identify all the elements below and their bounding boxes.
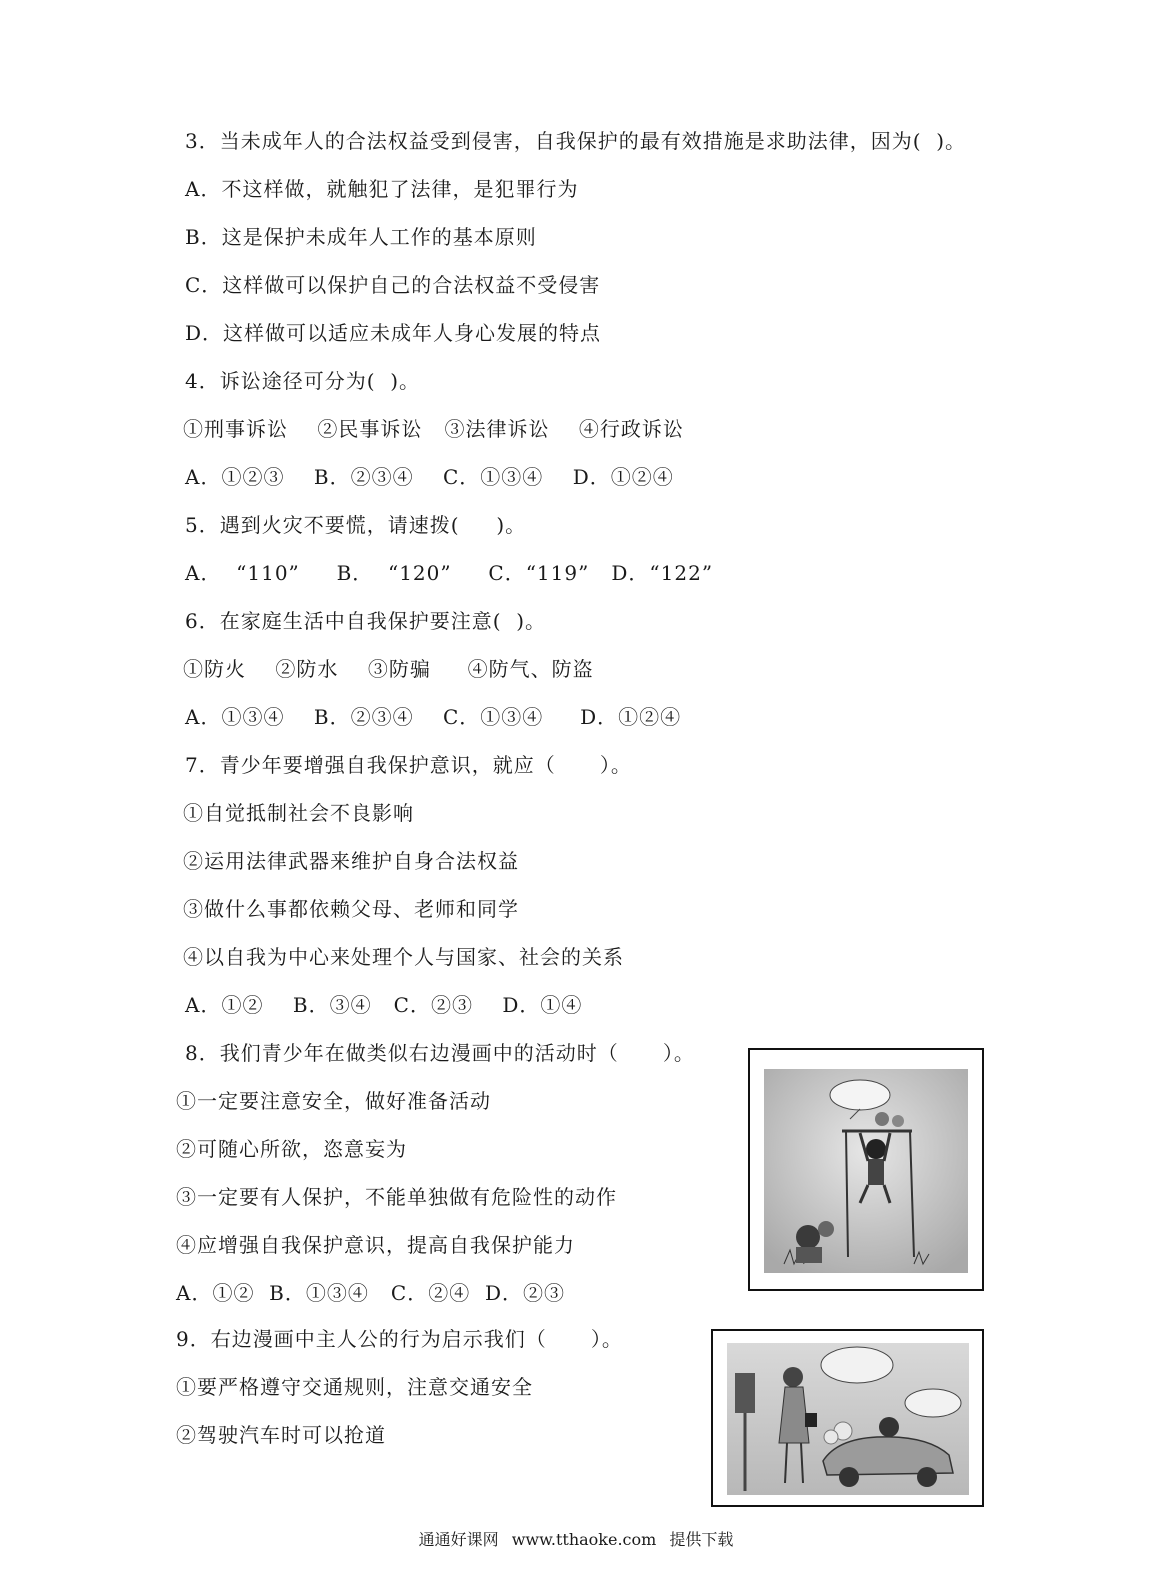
q4-stem: 4．诉讼途径可分为( )。 — [185, 369, 421, 393]
q6-items: ①防火 ②防水 ③防骗 ④防气、防盗 — [183, 657, 594, 681]
q7-item-1: ①自觉抵制社会不良影响 — [183, 801, 414, 825]
cartoon-frame-exercise — [748, 1048, 984, 1291]
q9-item-1: ①要严格遵守交通规则，注意交通安全 — [176, 1375, 533, 1399]
q6-choices: A．①③④ B．②③④ C．①③④ D．①②④ — [185, 705, 682, 729]
q7-choices: A．①② B．③④ C．②③ D．①④ — [185, 993, 583, 1017]
footer-site-name: 通通好课网 — [418, 1530, 499, 1549]
cartoon-frame-traffic — [711, 1329, 984, 1507]
q9-item-2: ②驾驶汽车时可以抢道 — [176, 1423, 386, 1447]
q3-option-b: B．这是保护未成年人工作的基本原则 — [185, 225, 537, 249]
q8-item-4: ④应增强自我保护意识，提高自我保护能力 — [176, 1233, 575, 1257]
q3-option-c: C．这样做可以保护自己的合法权益不受侵害 — [185, 273, 601, 297]
q5-stem: 5．遇到火灾不要慌，请速拨( )。 — [185, 513, 527, 537]
q8-stem: 8．我们青少年在做类似右边漫画中的活动时（ ）。 — [185, 1041, 695, 1065]
q8-item-3: ③一定要有人保护，不能单独做有危险性的动作 — [176, 1185, 617, 1209]
q8-choices: A．①② B．①③④ C．②④ D．②③ — [176, 1281, 565, 1305]
q7-item-3: ③做什么事都依赖父母、老师和同学 — [183, 897, 519, 921]
footer-url: www.tthaoke.com — [511, 1530, 657, 1549]
q5-choices: A． “110” B． “120” C．“119” D．“122” — [185, 561, 714, 585]
car-cartoon-icon — [727, 1343, 969, 1495]
q4-items: ①刑事诉讼 ②民事诉讼 ③法律诉讼 ④行政诉讼 — [183, 417, 684, 441]
q7-stem: 7．青少年要增强自我保护意识，就应（ ）。 — [185, 753, 632, 777]
horizontal-bar-cartoon-icon — [764, 1069, 968, 1273]
q7-item-4: ④以自我为中心来处理个人与国家、社会的关系 — [183, 945, 624, 969]
q8-item-2: ②可随心所欲，恣意妄为 — [176, 1137, 407, 1161]
traffic-cartoon-image — [727, 1343, 969, 1495]
q4-choices: A．①②③ B．②③④ C．①③④ D．①②④ — [185, 465, 674, 489]
exercise-cartoon-image — [764, 1069, 968, 1273]
q6-stem: 6．在家庭生活中自我保护要注意( )。 — [185, 609, 547, 633]
q8-item-1: ①一定要注意安全，做好准备活动 — [176, 1089, 491, 1113]
q7-item-2: ②运用法律武器来维护自身合法权益 — [183, 849, 519, 873]
q3-stem: 3．当未成年人的合法权益受到侵害，自我保护的最有效措施是求助法律，因为( )。 — [185, 129, 967, 153]
q3-option-a: A．不这样做，就触犯了法律，是犯罪行为 — [185, 177, 579, 201]
footer-note: 提供下载 — [669, 1530, 734, 1549]
page-footer — [0, 1529, 1152, 1551]
q3-option-d: D．这样做可以适应未成年人身心发展的特点 — [185, 321, 602, 345]
q9-stem: 9．右边漫画中主人公的行为启示我们（ ）。 — [176, 1327, 623, 1351]
